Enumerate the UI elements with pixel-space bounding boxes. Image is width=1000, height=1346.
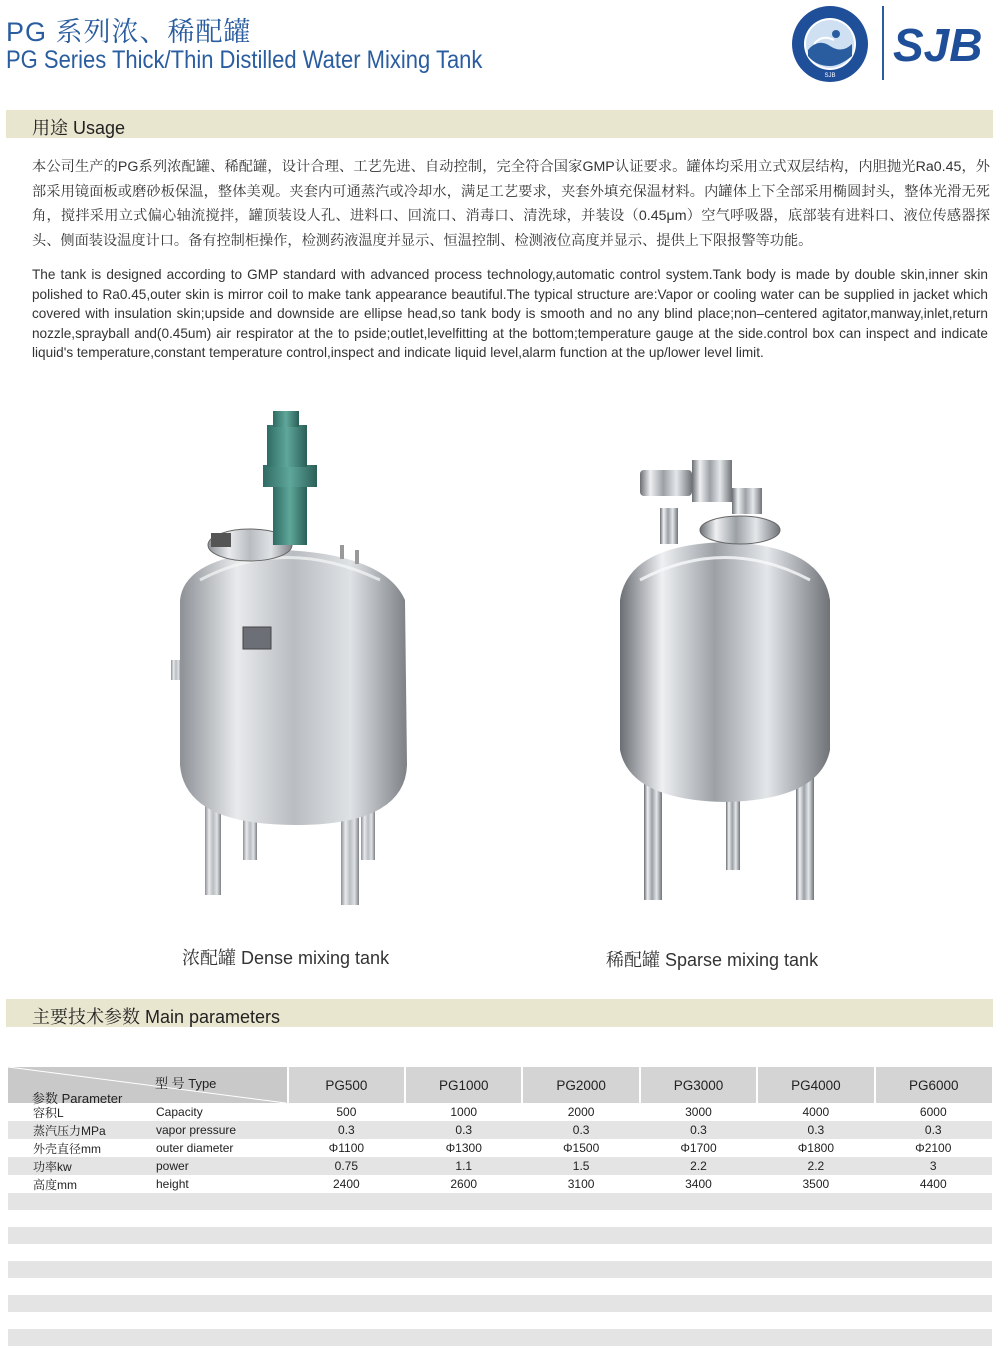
empty-row <box>8 1329 992 1346</box>
empty-row <box>8 1193 992 1210</box>
table-cell: 2000 <box>522 1103 639 1121</box>
sparse-mixing-tank-image <box>610 450 840 910</box>
empty-row <box>8 1295 992 1312</box>
table-row <box>8 1121 992 1139</box>
logo-divider <box>882 6 884 80</box>
row-label-cn: 蒸汽压力MPa <box>8 1121 156 1139</box>
table-cell: 4400 <box>875 1175 992 1193</box>
dense-mixing-tank-image <box>165 405 425 915</box>
table-cell: 3000 <box>640 1103 757 1121</box>
table-cell: 0.3 <box>288 1121 405 1139</box>
model-header: PG3000 <box>640 1067 757 1103</box>
table-row <box>8 1157 992 1175</box>
empty-row <box>8 1312 992 1329</box>
table-cell: 1.1 <box>405 1157 522 1175</box>
model-header: PG2000 <box>522 1067 639 1103</box>
row-label-cn: 容积L <box>8 1103 156 1121</box>
table-cell: Φ1800 <box>757 1139 874 1157</box>
model-header: PG4000 <box>757 1067 874 1103</box>
table-cell: 1000 <box>405 1103 522 1121</box>
type-label: 型 号 Type <box>155 1076 217 1091</box>
row-label-en: vapor pressure <box>156 1121 288 1139</box>
table-cell: 0.3 <box>875 1121 992 1139</box>
table-cell: 3100 <box>522 1175 639 1193</box>
table-row <box>8 1103 992 1121</box>
table-cell: 2.2 <box>640 1157 757 1175</box>
page-title-en: PG Series Thick/Thin Distilled Water Mixing Tank <box>6 46 483 74</box>
table-cell: Φ1700 <box>640 1139 757 1157</box>
row-label-en: Capacity <box>156 1103 288 1121</box>
empty-row <box>8 1278 992 1295</box>
table-cell: 4000 <box>757 1103 874 1121</box>
model-header: PG1000 <box>405 1067 522 1103</box>
table-row <box>8 1139 992 1157</box>
sparse-tank-caption: 稀配罐 Sparse mixing tank <box>606 950 819 970</box>
row-label-en: height <box>156 1175 288 1193</box>
empty-row <box>8 1261 992 1278</box>
model-header: PG6000 <box>875 1067 992 1103</box>
table-cell: 0.3 <box>522 1121 639 1139</box>
table-cell: 2.2 <box>757 1157 874 1175</box>
row-label-en: outer diameter <box>156 1139 288 1157</box>
usage-text-en: The tank is designed according to GMP standard with advanced process technology,automatic control system.Tank body is made by double skin,inner skin polished to Ra0.45,outer skin is mirror coil to make tank appearance beautiful.The typical structure are:Vapor or cooling water can be supplied in jacket which covered with insulation skin;upside and downside are ellipse head,so tank body is smooth and no any blind place;non–centered agitator,manway,inlet,return nozzle,sprayball and(0.45um) air respirator at the to pside;outlet,levelfitting at the bottom;temperature gauge at the side.control box can inspect and indicate liquid's temperature,constant temperature control,inspect and indicate liquid level,alarm function at the up/lower level limit. <box>32 267 988 361</box>
empty-row <box>8 1210 992 1227</box>
table-cell: 6000 <box>875 1103 992 1121</box>
page-title-cn: PG 系列浓、稀配罐 <box>6 17 252 47</box>
table-cell: Φ1300 <box>405 1139 522 1157</box>
row-label-cn: 高度mm <box>8 1175 156 1193</box>
table-cell: 0.75 <box>288 1157 405 1175</box>
table-cell: Φ1500 <box>522 1139 639 1157</box>
table-cell: 0.3 <box>405 1121 522 1139</box>
table-cell: 1.5 <box>522 1157 639 1175</box>
parameters-section-bar <box>6 999 993 1027</box>
empty-row <box>8 1227 992 1244</box>
table-cell: Φ1100 <box>288 1139 405 1157</box>
table-header-row <box>8 1067 992 1103</box>
table-cell: 3 <box>875 1157 992 1175</box>
model-header: PG500 <box>288 1067 405 1103</box>
usage-text-cn: 本公司生产的PG系列浓配罐、稀配罐，设计合理、工艺先进、自动控制，完全符合国家GMP认证要求。罐体均采用立式双层结构，内胆抛光Ra0.45，外部采用镜面板或磨砂板保温，整体美观。夹套内可通蒸汽或冷却水，满足工艺要求，夹套外填充保温材料。内罐体上下全部采用椭圆封头，整体光滑无死角，搅拌采用立式偏心轴流搅拌，罐顶装设人孔、进料口、回流口、消毒口、清洗球，并装设（0.45μm）空气呼吸器，底部装有进料口、液位传感器探头、侧面装设温度计口。备有控制柜操作，检测药液温度并显示、恒温控制、检测液位高度并显示、提供上下限报警等功能。 <box>32 159 990 249</box>
dense-tank-caption: 浓配罐 Dense mixing tank <box>182 948 390 968</box>
row-label-cn: 功率kw <box>8 1157 156 1175</box>
table-header-corner <box>8 1067 288 1106</box>
table-cell: 500 <box>288 1103 405 1121</box>
parameter-label: 参数 Parameter <box>32 1091 123 1106</box>
brand-logo-text: SJB <box>893 19 983 71</box>
table-cell: 3400 <box>640 1175 757 1193</box>
table-cell: Φ2100 <box>875 1139 992 1157</box>
table-row <box>8 1175 992 1193</box>
empty-row <box>8 1244 992 1261</box>
parameters-heading: 主要技术参数 Main parameters <box>32 1007 281 1027</box>
usage-section-bar <box>6 110 993 138</box>
table-cell: 0.3 <box>640 1121 757 1139</box>
table-cell: 0.3 <box>757 1121 874 1139</box>
table-cell: 2600 <box>405 1175 522 1193</box>
company-seal-logo <box>790 4 870 84</box>
row-label-cn: 外壳直径mm <box>8 1139 156 1157</box>
svg-text:SJB: SJB <box>824 73 836 79</box>
table-cell: 3500 <box>757 1175 874 1193</box>
table-cell: 2400 <box>288 1175 405 1193</box>
parameters-table <box>8 1067 992 1346</box>
usage-heading: 用途 Usage <box>32 118 126 138</box>
row-label-en: power <box>156 1157 288 1175</box>
